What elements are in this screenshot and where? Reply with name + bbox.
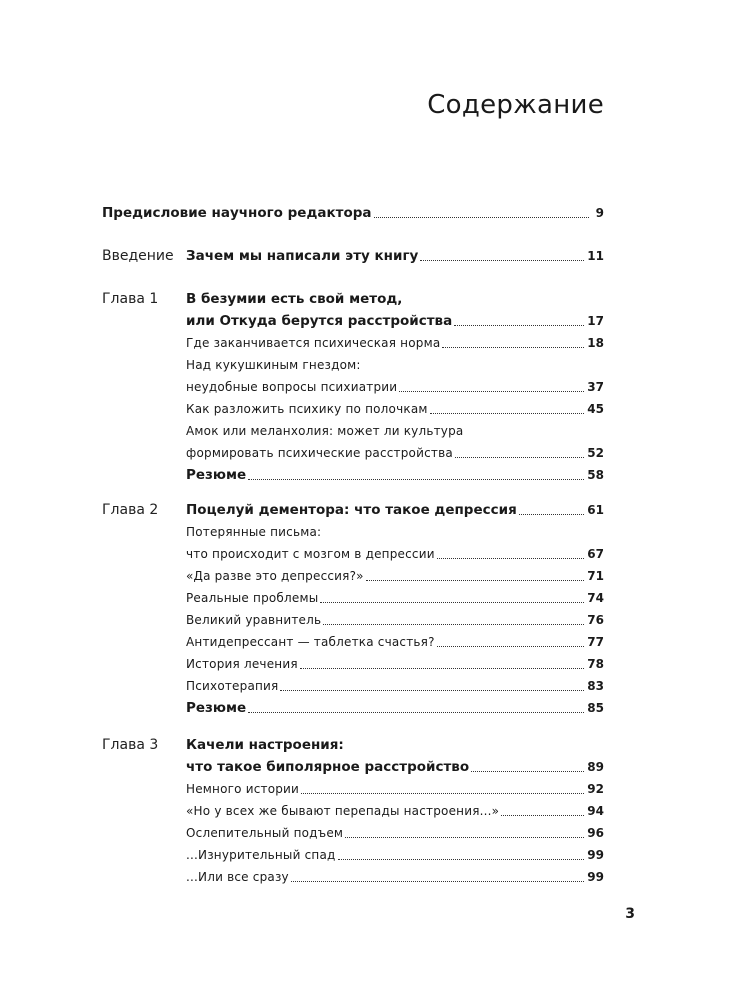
entry-page: 99 xyxy=(587,870,604,884)
entry-title: что происходит с мозгом в депрессии xyxy=(186,547,435,561)
toc-entry[interactable] xyxy=(186,398,604,420)
entry-title: Ослепительный подъем xyxy=(186,826,344,840)
toc-entry[interactable] xyxy=(186,609,604,631)
entry-page: 96 xyxy=(587,826,604,840)
entry-title: Где заканчивается психическая норма xyxy=(186,336,441,350)
dot-leader xyxy=(320,601,584,603)
entry-page: 78 xyxy=(587,657,604,671)
dot-leader xyxy=(437,557,585,559)
toc-entry[interactable] xyxy=(186,866,604,888)
toc-entry[interactable] xyxy=(186,653,604,675)
dot-leader xyxy=(399,390,584,392)
entry-title: Резюме xyxy=(186,700,247,716)
page-title: Содержание xyxy=(427,90,604,120)
entry-page: 89 xyxy=(587,760,604,774)
entry-title-line: Потерянные письма: xyxy=(186,525,322,539)
entry-page: 92 xyxy=(587,782,604,796)
chapter-label: Глава 3 xyxy=(102,737,159,753)
dot-leader xyxy=(501,814,584,816)
entry-page: 58 xyxy=(587,468,604,482)
toc-entry-summary[interactable] xyxy=(186,697,604,719)
entry-title: Реальные проблемы xyxy=(186,591,319,605)
toc-entry[interactable] xyxy=(186,376,604,398)
entry-title: Немного истории xyxy=(186,782,300,796)
entry-title: неудобные вопросы психиатрии xyxy=(186,380,398,394)
entry-title: Великий уравнитель xyxy=(186,613,322,627)
dot-leader xyxy=(280,689,584,691)
entry-page: 37 xyxy=(587,380,604,394)
entry-title: «Но у всех же бывают перепады настроения...» xyxy=(186,804,500,818)
entry-page: 52 xyxy=(587,446,604,460)
entry-title: История лечения xyxy=(186,657,298,671)
toc-entry[interactable] xyxy=(186,631,604,653)
dot-leader xyxy=(455,456,584,458)
entry-page: 18 xyxy=(587,336,604,350)
chapter-title-line: В безумии есть свой метод, xyxy=(186,291,403,307)
dot-leader xyxy=(430,412,585,414)
entry-title-line: Над кукушкиным гнездом: xyxy=(186,358,361,372)
toc-entry[interactable] xyxy=(186,442,604,464)
entry-page: 9 xyxy=(595,206,604,220)
dot-leader xyxy=(291,880,584,882)
dot-leader xyxy=(471,770,584,772)
entry-title: формировать психические расстройства xyxy=(186,446,453,460)
toc-entry[interactable] xyxy=(186,310,604,332)
toc-entry[interactable] xyxy=(186,756,604,778)
page-number: 3 xyxy=(625,906,635,922)
toc-entry[interactable] xyxy=(186,245,604,267)
entry-page: 99 xyxy=(587,848,604,862)
entry-title: Антидепрессант — таблетка счастья? xyxy=(186,635,435,649)
entry-title: Психотерапия xyxy=(186,679,279,693)
entry-title: ...Или все сразу xyxy=(186,870,289,884)
entry-title: ...Изнурительный спад xyxy=(186,848,336,862)
toc-entry[interactable] xyxy=(186,565,604,587)
entry-page: 45 xyxy=(587,402,604,416)
dot-leader xyxy=(420,259,584,261)
entry-page: 61 xyxy=(587,503,604,517)
toc-entry[interactable] xyxy=(186,332,604,354)
entry-title: Предисловие научного редактора xyxy=(102,205,372,221)
entry-page: 77 xyxy=(587,635,604,649)
entry-title: Как разложить психику по полочкам xyxy=(186,402,428,416)
entry-title-line: Амок или меланхолия: может ли культура xyxy=(186,424,464,438)
dot-leader xyxy=(374,216,589,218)
toc-entry[interactable] xyxy=(102,202,604,224)
entry-title: «Да разве это депрессия?» xyxy=(186,569,364,583)
chapter-title-line: Качели настроения: xyxy=(186,737,344,753)
entry-page: 67 xyxy=(587,547,604,561)
chapter-label: Глава 1 xyxy=(102,291,159,307)
dot-leader xyxy=(301,792,584,794)
entry-title: Резюме xyxy=(186,467,247,483)
entry-title: что такое биполярное расстройство xyxy=(186,759,470,775)
entry-page: 85 xyxy=(587,701,604,715)
entry-page: 71 xyxy=(587,569,604,583)
chapter-label: Введение xyxy=(102,248,174,264)
dot-leader xyxy=(300,667,585,669)
toc-entry[interactable] xyxy=(186,675,604,697)
entry-page: 17 xyxy=(587,314,604,328)
dot-leader xyxy=(248,711,584,713)
entry-title: или Откуда берутся расстройства xyxy=(186,313,453,329)
dot-leader xyxy=(338,858,585,860)
dot-leader xyxy=(454,324,584,326)
dot-leader xyxy=(345,836,584,838)
toc-entry[interactable] xyxy=(186,543,604,565)
entry-page: 76 xyxy=(587,613,604,627)
entry-title: Поцелуй дементора: что такое депрессия xyxy=(186,502,517,518)
entry-title: Зачем мы написали эту книгу xyxy=(186,248,419,264)
toc-entry[interactable] xyxy=(186,587,604,609)
toc-entry[interactable] xyxy=(186,844,604,866)
toc-entry-summary[interactable] xyxy=(186,464,604,486)
toc-entry[interactable] xyxy=(186,499,604,521)
dot-leader xyxy=(323,623,584,625)
entry-page: 94 xyxy=(587,804,604,818)
dot-leader xyxy=(366,579,585,581)
entry-page: 74 xyxy=(587,591,604,605)
dot-leader xyxy=(248,478,584,480)
chapter-label: Глава 2 xyxy=(102,502,159,518)
dot-leader xyxy=(519,513,585,515)
toc-entry[interactable] xyxy=(186,800,604,822)
entry-page: 11 xyxy=(587,249,604,263)
dot-leader xyxy=(442,346,584,348)
toc-entry[interactable] xyxy=(186,778,604,800)
dot-leader xyxy=(437,645,585,647)
toc-entry[interactable] xyxy=(186,822,604,844)
entry-page: 83 xyxy=(587,679,604,693)
